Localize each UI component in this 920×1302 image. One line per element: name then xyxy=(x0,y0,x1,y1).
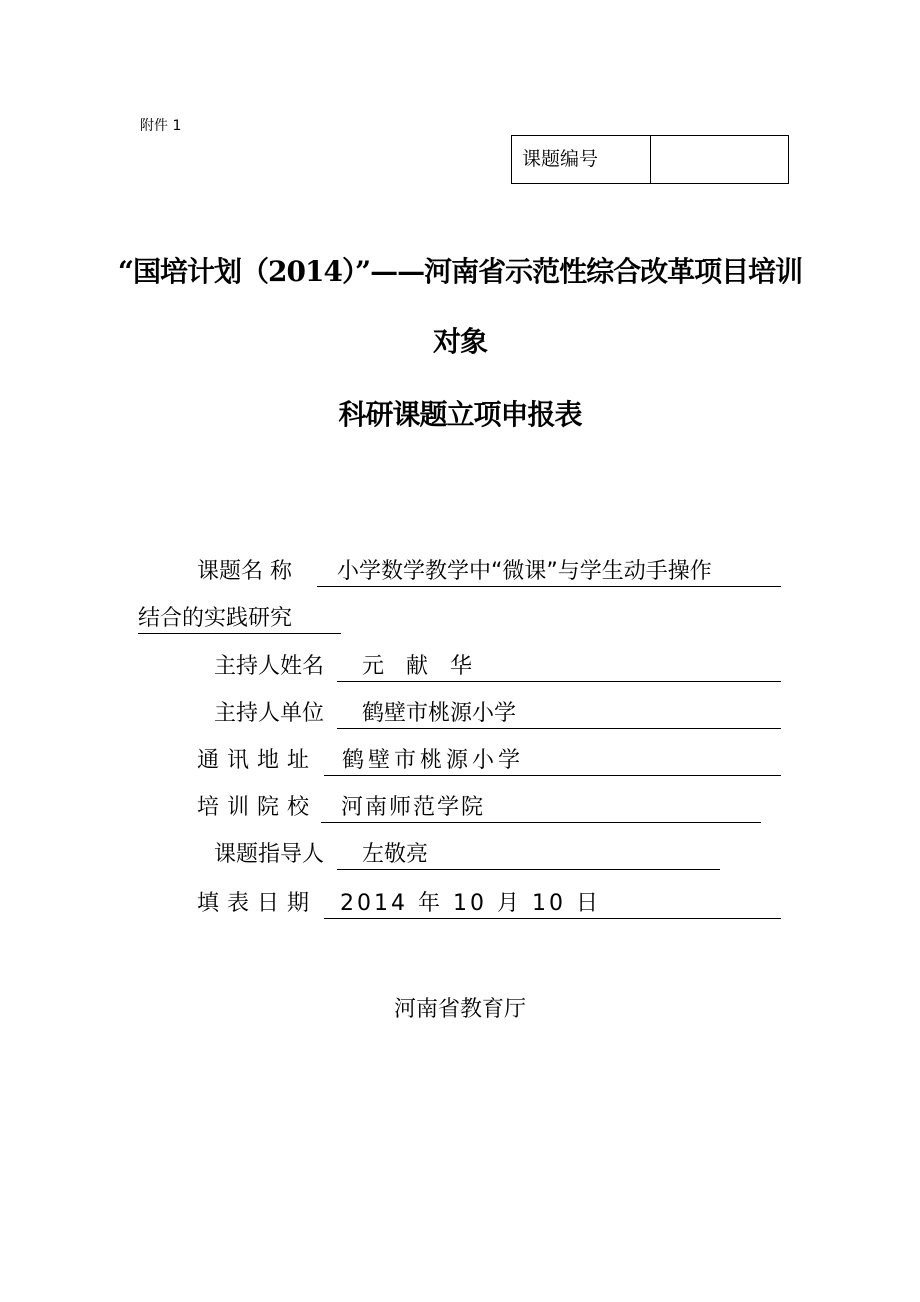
host-name-value: 元 献 华 xyxy=(337,652,781,682)
topic-number-label: 课题编号 xyxy=(512,136,651,183)
date-field xyxy=(197,889,601,919)
host-name-label: 主持人姓名 xyxy=(214,654,325,679)
title-line-2: 对象 xyxy=(432,325,487,358)
title-line-3: 科研课题立项申报表 xyxy=(338,398,582,431)
topic-name-value-line2: 结合的实践研究 xyxy=(138,604,341,634)
advisor-label: 课题指导人 xyxy=(214,842,325,867)
address-field xyxy=(197,746,525,776)
topic-name-value-line1: 小学数学教学中“微课”与学生动手操作 xyxy=(317,557,781,587)
topic-number-value xyxy=(651,136,788,183)
issuing-organization: 河南省教育厅 xyxy=(393,997,526,1022)
school-field xyxy=(197,793,486,823)
host-unit-label: 主持人单位 xyxy=(214,701,325,726)
title-line-1: “国培计划（2014）”——河南省示范性综合改革项目培训 xyxy=(117,255,803,288)
host-unit-value: 鹤壁市桃源小学 xyxy=(337,699,781,729)
topic-name-label: 课题名 称 xyxy=(197,559,292,584)
advisor-value: 左敬亮 xyxy=(337,840,720,870)
school-label: 培训院校 xyxy=(197,795,318,820)
address-value: 鹤壁市桃源小学 xyxy=(324,746,781,776)
school-value: 河南师范学院 xyxy=(321,793,761,823)
host-unit-field xyxy=(214,699,517,729)
date-value: 2014 年 10 月 10 日 xyxy=(324,889,781,919)
address-label: 通讯地址 xyxy=(197,748,318,773)
topic-name-field xyxy=(197,557,712,587)
advisor-field xyxy=(214,840,429,870)
date-label: 填表日期 xyxy=(197,891,318,916)
attachment-label: 附件 1 xyxy=(140,118,182,134)
host-name-field xyxy=(214,652,473,682)
topic-number-box xyxy=(511,135,789,184)
